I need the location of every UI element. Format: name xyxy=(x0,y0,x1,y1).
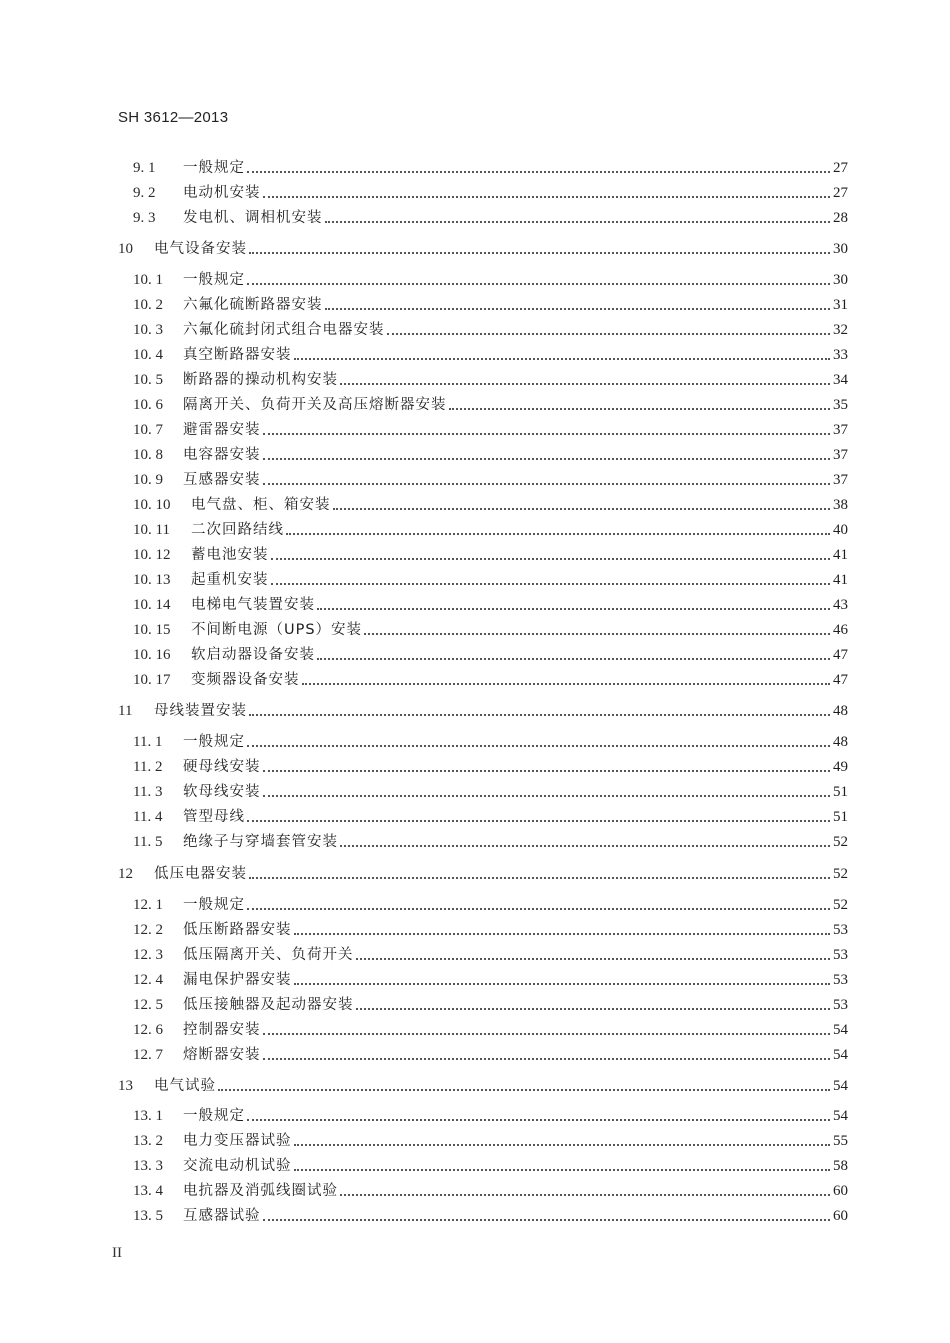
toc-entry-number: 10 xyxy=(118,241,133,257)
toc-section-entry[interactable] xyxy=(133,832,848,852)
toc-entry-title: 六氟化硫封闭式组合电器安装 xyxy=(183,322,385,338)
toc-dot-leader xyxy=(263,483,831,485)
toc-entry-page-number: 37 xyxy=(833,447,848,463)
toc-section-entry[interactable] xyxy=(133,545,848,565)
toc-entry-number: 10. 16 xyxy=(133,647,171,663)
toc-dot-leader xyxy=(263,770,831,772)
toc-entry-number: 12. 5 xyxy=(133,997,163,1013)
toc-dot-leader xyxy=(364,633,830,635)
toc-entry-page-number: 54 xyxy=(833,1022,848,1038)
toc-entry-title: 蓄电池安装 xyxy=(191,547,269,563)
toc-entry-title: 电气设备安装 xyxy=(154,241,247,257)
toc-section-entry[interactable] xyxy=(133,470,848,490)
toc-entry-number: 13. 5 xyxy=(133,1208,163,1224)
toc-entry-page-number: 53 xyxy=(833,972,848,988)
toc-entry-number: 13. 2 xyxy=(133,1133,163,1149)
toc-entry-title: 起重机安装 xyxy=(191,572,269,588)
toc-entry-title: 断路器的操动机构安装 xyxy=(183,372,338,388)
toc-section-entry[interactable] xyxy=(133,807,848,827)
toc-entry-page-number: 41 xyxy=(833,547,848,563)
toc-dot-leader xyxy=(294,983,831,985)
toc-dot-leader xyxy=(340,1194,830,1196)
toc-dot-leader xyxy=(317,658,830,660)
toc-chapter-entry[interactable] xyxy=(118,239,848,259)
toc-entry-title: 漏电保护器安装 xyxy=(183,972,292,988)
toc-entry-title: 控制器安装 xyxy=(183,1022,261,1038)
toc-entry-title: 母线装置安装 xyxy=(154,703,247,719)
toc-entry-page-number: 54 xyxy=(833,1108,848,1124)
toc-entry-title: 二次回路结线 xyxy=(191,522,284,538)
toc-dot-leader xyxy=(325,221,831,223)
toc-entry-page-number: 41 xyxy=(833,572,848,588)
toc-dot-leader xyxy=(286,533,830,535)
toc-entry-title: 一般规定 xyxy=(183,897,245,913)
toc-entry-number: 12. 6 xyxy=(133,1022,163,1038)
toc-entry-title: 电容器安装 xyxy=(183,447,261,463)
toc-entry-page-number: 38 xyxy=(833,497,848,513)
toc-entry-title: 低压电器安装 xyxy=(154,866,247,882)
toc-section-entry[interactable] xyxy=(133,645,848,665)
toc-entry-page-number: 52 xyxy=(833,834,848,850)
toc-entry-page-number: 51 xyxy=(833,809,848,825)
toc-dot-leader xyxy=(333,508,831,510)
toc-section-entry[interactable] xyxy=(133,183,848,203)
toc-entry-page-number: 31 xyxy=(833,297,848,313)
toc-section-entry[interactable] xyxy=(133,570,848,590)
toc-dot-leader xyxy=(218,1089,830,1091)
toc-dot-leader xyxy=(387,333,831,335)
toc-section-entry[interactable] xyxy=(133,208,848,228)
toc-entry-number: 10. 5 xyxy=(133,372,163,388)
toc-entry-page-number: 27 xyxy=(833,160,848,176)
toc-dot-leader xyxy=(247,908,830,910)
toc-section-entry[interactable] xyxy=(133,445,848,465)
toc-entry-title: 低压隔离开关、负荷开关 xyxy=(183,947,354,963)
toc-dot-leader xyxy=(249,877,830,879)
toc-entry-page-number: 55 xyxy=(833,1133,848,1149)
toc-entry-page-number: 43 xyxy=(833,597,848,613)
toc-section-entry[interactable] xyxy=(133,370,848,390)
toc-entry-number: 11. 2 xyxy=(133,759,163,775)
toc-section-entry[interactable] xyxy=(133,1131,848,1151)
toc-entry-page-number: 58 xyxy=(833,1158,848,1174)
toc-dot-leader xyxy=(449,408,831,410)
toc-entry-page-number: 30 xyxy=(833,272,848,288)
toc-entry-page-number: 33 xyxy=(833,347,848,363)
toc-entry-number: 12 xyxy=(118,866,133,882)
toc-dot-leader xyxy=(271,558,831,560)
toc-entry-title: 软母线安装 xyxy=(183,784,261,800)
toc-section-entry[interactable] xyxy=(133,1045,848,1065)
toc-dot-leader xyxy=(294,1144,831,1146)
toc-section-entry[interactable] xyxy=(133,1020,848,1040)
toc-entry-number: 12. 4 xyxy=(133,972,163,988)
toc-chapter-entry[interactable] xyxy=(118,1076,848,1096)
toc-dot-leader xyxy=(249,714,830,716)
toc-dot-leader xyxy=(247,745,830,747)
toc-entry-number: 12. 7 xyxy=(133,1047,163,1063)
toc-section-entry[interactable] xyxy=(133,1206,848,1226)
toc-dot-leader xyxy=(247,171,830,173)
toc-dot-leader xyxy=(263,1033,831,1035)
page-header-standard-code: SH 3612—2013 xyxy=(118,109,229,126)
toc-entry-title: 电气试验 xyxy=(154,1078,216,1094)
toc-dot-leader xyxy=(263,795,831,797)
toc-entry-page-number: 53 xyxy=(833,997,848,1013)
toc-entry-number: 13 xyxy=(118,1078,133,1094)
toc-entry-title: 低压断路器安装 xyxy=(183,922,292,938)
toc-entry-number: 10. 15 xyxy=(133,622,171,638)
toc-entry-number: 13. 4 xyxy=(133,1183,163,1199)
toc-entry-page-number: 53 xyxy=(833,922,848,938)
toc-entry-title: 变频器设备安装 xyxy=(191,672,300,688)
toc-dot-leader xyxy=(356,958,831,960)
toc-entry-number: 10. 4 xyxy=(133,347,163,363)
toc-section-entry[interactable] xyxy=(133,158,848,178)
toc-entry-number: 13. 3 xyxy=(133,1158,163,1174)
toc-entry-page-number: 51 xyxy=(833,784,848,800)
toc-section-entry[interactable] xyxy=(133,320,848,340)
toc-section-entry[interactable] xyxy=(133,1181,848,1201)
toc-entry-number: 10. 12 xyxy=(133,547,171,563)
toc-entry-page-number: 47 xyxy=(833,672,848,688)
toc-dot-leader xyxy=(356,1008,831,1010)
toc-dot-leader xyxy=(247,283,830,285)
toc-section-entry[interactable] xyxy=(133,595,848,615)
toc-entry-page-number: 37 xyxy=(833,422,848,438)
toc-entry-number: 10. 1 xyxy=(133,272,163,288)
toc-entry-page-number: 47 xyxy=(833,647,848,663)
toc-entry-number: 11. 1 xyxy=(133,734,163,750)
toc-chapter-entry[interactable] xyxy=(118,864,848,884)
toc-entry-title: 避雷器安装 xyxy=(183,422,261,438)
toc-entry-page-number: 60 xyxy=(833,1208,848,1224)
toc-entry-title: 软启动器设备安装 xyxy=(191,647,315,663)
toc-entry-page-number: 46 xyxy=(833,622,848,638)
toc-dot-leader xyxy=(249,252,830,254)
toc-entry-page-number: 40 xyxy=(833,522,848,538)
toc-dot-leader xyxy=(294,358,831,360)
toc-entry-page-number: 28 xyxy=(833,210,848,226)
toc-entry-title: 管型母线 xyxy=(183,809,245,825)
toc-entry-number: 10. 3 xyxy=(133,322,163,338)
toc-chapter-entry[interactable] xyxy=(118,701,848,721)
toc-entry-number: 9. 2 xyxy=(133,185,156,201)
toc-entry-page-number: 37 xyxy=(833,472,848,488)
toc-dot-leader xyxy=(263,458,831,460)
toc-entry-number: 10. 7 xyxy=(133,422,163,438)
toc-entry-title: 电气盘、柜、箱安装 xyxy=(191,497,331,513)
toc-dot-leader xyxy=(263,1058,831,1060)
toc-entry-page-number: 32 xyxy=(833,322,848,338)
toc-entry-page-number: 49 xyxy=(833,759,848,775)
toc-section-entry[interactable] xyxy=(133,782,848,802)
toc-dot-leader xyxy=(340,845,830,847)
toc-entry-page-number: 34 xyxy=(833,372,848,388)
toc-entry-title: 真空断路器安装 xyxy=(183,347,292,363)
toc-section-entry[interactable] xyxy=(133,295,848,315)
toc-entry-number: 12. 3 xyxy=(133,947,163,963)
toc-section-entry[interactable] xyxy=(133,395,848,415)
toc-section-entry[interactable] xyxy=(133,970,848,990)
toc-entry-title: 发电机、调相机安装 xyxy=(183,210,323,226)
toc-entry-title: 低压接触器及起动器安装 xyxy=(183,997,354,1013)
toc-entry-title: 不间断电源（UPS）安装 xyxy=(191,622,363,638)
toc-entry-title: 互感器试验 xyxy=(183,1208,261,1224)
toc-entry-number: 10. 14 xyxy=(133,597,171,613)
toc-section-entry[interactable] xyxy=(133,520,848,540)
toc-entry-title: 电力变压器试验 xyxy=(183,1133,292,1149)
toc-dot-leader xyxy=(340,383,830,385)
toc-entry-number: 11. 4 xyxy=(133,809,163,825)
toc-entry-title: 熔断器安装 xyxy=(183,1047,261,1063)
toc-section-entry[interactable] xyxy=(133,732,848,752)
toc-dot-leader xyxy=(317,608,830,610)
toc-dot-leader xyxy=(263,433,831,435)
toc-entry-number: 10. 6 xyxy=(133,397,163,413)
toc-entry-title: 电动机安装 xyxy=(183,185,261,201)
toc-section-entry[interactable] xyxy=(133,1106,848,1126)
toc-entry-title: 硬母线安装 xyxy=(183,759,261,775)
toc-section-entry[interactable] xyxy=(133,895,848,915)
toc-entry-number: 10. 13 xyxy=(133,572,171,588)
page-footer-number: II xyxy=(112,1245,122,1261)
toc-section-entry[interactable] xyxy=(133,995,848,1015)
toc-entry-number: 9. 3 xyxy=(133,210,156,226)
toc-section-entry[interactable] xyxy=(133,757,848,777)
toc-section-entry[interactable] xyxy=(133,420,848,440)
toc-entry-number: 10. 9 xyxy=(133,472,163,488)
toc-entry-title: 互感器安装 xyxy=(183,472,261,488)
toc-entry-title: 一般规定 xyxy=(183,1108,245,1124)
toc-dot-leader xyxy=(302,683,831,685)
toc-entry-number: 12. 1 xyxy=(133,897,163,913)
toc-entry-number: 10. 10 xyxy=(133,497,171,513)
toc-entry-title: 电梯电气装置安装 xyxy=(191,597,315,613)
toc-entry-page-number: 54 xyxy=(833,1078,848,1094)
toc-entry-number: 10. 2 xyxy=(133,297,163,313)
toc-entry-page-number: 48 xyxy=(833,703,848,719)
toc-section-entry[interactable] xyxy=(133,1156,848,1176)
toc-entry-page-number: 54 xyxy=(833,1047,848,1063)
toc-entry-title: 绝缘子与穿墙套管安装 xyxy=(183,834,338,850)
toc-dot-leader xyxy=(294,1169,831,1171)
toc-entry-title: 隔离开关、负荷开关及高压熔断器安装 xyxy=(183,397,447,413)
toc-dot-leader xyxy=(294,933,831,935)
toc-entry-title: 一般规定 xyxy=(183,272,245,288)
toc-entry-number: 10. 17 xyxy=(133,672,171,688)
toc-entry-page-number: 52 xyxy=(833,897,848,913)
toc-section-entry[interactable] xyxy=(133,495,848,515)
toc-dot-leader xyxy=(325,308,831,310)
toc-section-entry[interactable] xyxy=(133,345,848,365)
toc-section-entry[interactable] xyxy=(133,670,848,690)
toc-entry-number: 11. 5 xyxy=(133,834,163,850)
toc-entry-title: 一般规定 xyxy=(183,160,245,176)
toc-dot-leader xyxy=(247,1119,830,1121)
toc-entry-title: 电抗器及消弧线圈试验 xyxy=(183,1183,338,1199)
toc-entry-number: 10. 11 xyxy=(133,522,170,538)
toc-entry-page-number: 53 xyxy=(833,947,848,963)
toc-entry-number: 12. 2 xyxy=(133,922,163,938)
toc-dot-leader xyxy=(263,1219,831,1221)
toc-section-entry[interactable] xyxy=(133,620,848,640)
toc-entry-page-number: 48 xyxy=(833,734,848,750)
toc-entry-page-number: 52 xyxy=(833,866,848,882)
toc-section-entry[interactable] xyxy=(133,920,848,940)
toc-entry-number: 11 xyxy=(118,703,133,719)
toc-entry-page-number: 27 xyxy=(833,185,848,201)
toc-entry-page-number: 30 xyxy=(833,241,848,257)
toc-entry-title: 交流电动机试验 xyxy=(183,1158,292,1174)
toc-dot-leader xyxy=(263,196,831,198)
toc-entry-title: 一般规定 xyxy=(183,734,245,750)
toc-dot-leader xyxy=(271,583,831,585)
toc-entry-number: 11. 3 xyxy=(133,784,163,800)
toc-entry-number: 9. 1 xyxy=(133,160,156,176)
toc-entry-page-number: 35 xyxy=(833,397,848,413)
toc-entry-number: 13. 1 xyxy=(133,1108,163,1124)
toc-entry-number: 10. 8 xyxy=(133,447,163,463)
toc-entry-title: 六氟化硫断路器安装 xyxy=(183,297,323,313)
toc-section-entry[interactable] xyxy=(133,270,848,290)
toc-dot-leader xyxy=(247,820,830,822)
toc-section-entry[interactable] xyxy=(133,945,848,965)
toc-entry-page-number: 60 xyxy=(833,1183,848,1199)
